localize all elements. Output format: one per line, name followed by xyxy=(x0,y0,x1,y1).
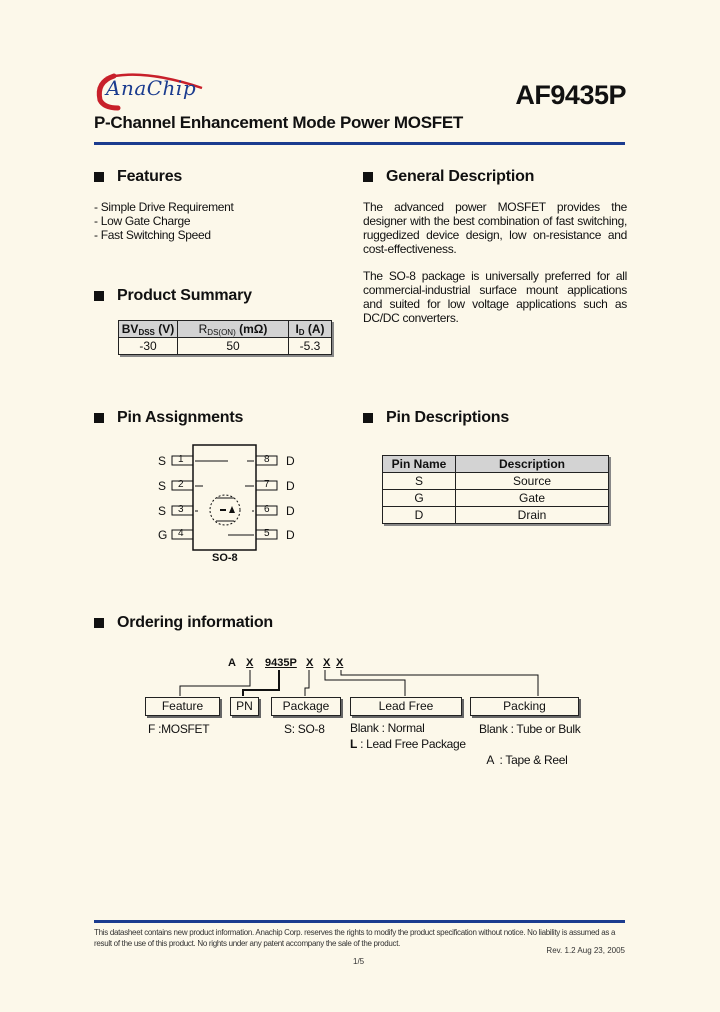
table-row xyxy=(383,473,609,490)
table-cell: S xyxy=(383,473,456,490)
general-description-title: General Description xyxy=(386,168,535,185)
product-summary-heading xyxy=(94,287,252,305)
order-code-lead-free: X xyxy=(323,657,331,669)
pin-assignments-heading xyxy=(94,409,243,427)
order-code-packing: X xyxy=(336,657,344,669)
features-title: Features xyxy=(117,168,183,185)
feature-item: - Low Gate Charge xyxy=(94,214,191,228)
feature-item: - Simple Drive Requirement xyxy=(94,200,234,214)
table-cell: 50 xyxy=(178,338,289,355)
column-header-rdson: $R_{DS(ON)}$ (mΩ) xyxy=(178,321,289,338)
product-summary-table xyxy=(118,320,332,355)
column-header-id: $I_D$ (A) xyxy=(289,321,332,338)
bullet-square-icon xyxy=(363,172,373,182)
description-paragraph: The SO-8 package is universally preferred for all commercial-industrial surface mount applications and suited for low voltage applications such as DC/DC converters. xyxy=(363,269,627,325)
bullet-square-icon xyxy=(94,172,104,182)
ordering-box-package: Package xyxy=(271,697,341,716)
column-header-bvdss: $BV_{DSS}$ (V) xyxy=(119,321,178,338)
order-code-feature: X xyxy=(246,657,254,669)
ordering-box-packing: Packing xyxy=(470,697,579,716)
page-subtitle: P-Channel Enhancement Mode Power MOSFET xyxy=(94,113,463,132)
bullet-square-icon xyxy=(363,413,373,423)
table-row xyxy=(119,338,332,355)
logo-text: AnaChip xyxy=(106,76,197,100)
pin-number: 1 xyxy=(178,454,184,465)
pin-label-left: G xyxy=(158,528,168,542)
bullet-square-icon xyxy=(94,291,104,301)
pin-descriptions-table xyxy=(382,455,609,524)
ordering-connector-lines xyxy=(135,668,585,698)
footer-disclaimer: This datasheet contains new product information. Anachip Corp. reserves the rights to modify the product specification without notice. No liability is assumed as a result of the use of this product. No rights under any patent accompany the sale of the product. xyxy=(94,928,616,948)
pin-number: 7 xyxy=(264,479,270,490)
pin-assignments-title: Pin Assignments xyxy=(117,409,244,426)
order-code-prefix: A xyxy=(228,657,236,669)
so8-pinout-diagram xyxy=(150,440,310,570)
pin-number: 2 xyxy=(178,479,184,490)
packing-note: Blank : Tube or Bulk xyxy=(479,722,581,736)
pin-number: 5 xyxy=(264,528,270,539)
table-header-row xyxy=(383,456,609,473)
description-paragraph: The advanced power MOSFET provides the designer with the best combination of fast switching, ruggedized device design, low on-resistance and cost-effectiveness. xyxy=(363,200,627,256)
table-cell: -30 xyxy=(119,338,178,355)
header-divider xyxy=(94,142,625,145)
pin-number: 6 xyxy=(264,504,270,515)
pin-label-right: D xyxy=(286,454,295,468)
lead-free-note: L : Lead Free Package xyxy=(350,737,466,751)
pin-label-right: D xyxy=(286,479,295,493)
table-cell: D xyxy=(383,507,456,524)
order-code-pn: 9435P xyxy=(265,657,297,669)
features-list xyxy=(94,200,234,242)
pin-label-right: D xyxy=(286,504,295,518)
feature-item: - Fast Switching Speed xyxy=(94,228,211,242)
table-cell: G xyxy=(383,490,456,507)
pin-number: 4 xyxy=(178,528,184,539)
table-row xyxy=(383,490,609,507)
table-cell: Drain xyxy=(456,507,609,524)
package-note: S: SO-8 xyxy=(284,722,325,736)
ordering-box-lead-free: Lead Free xyxy=(350,697,462,716)
revision-info: Rev. 1.2 Aug 23, 2005 xyxy=(546,946,625,955)
footer-divider xyxy=(94,920,625,923)
pin-label-right: D xyxy=(286,528,295,542)
table-cell: Source xyxy=(456,473,609,490)
pin-descriptions-heading xyxy=(363,409,509,427)
bullet-square-icon xyxy=(94,618,104,628)
table-header-row xyxy=(119,321,332,338)
column-header: Pin Name xyxy=(383,456,456,473)
page-number: 1/5 xyxy=(353,957,365,966)
table-cell: -5.3 xyxy=(289,338,332,355)
pin-label-left: S xyxy=(158,504,166,518)
column-header: Description xyxy=(456,456,609,473)
bullet-square-icon xyxy=(94,413,104,423)
general-description-heading xyxy=(363,168,534,186)
ordering-title: Ordering information xyxy=(117,614,274,631)
order-code-package: X xyxy=(306,657,314,669)
lead-free-note: Blank : Normal xyxy=(350,721,425,735)
table-cell: Gate xyxy=(456,490,609,507)
pin-descriptions-title: Pin Descriptions xyxy=(386,409,510,426)
pin-label-left: S xyxy=(158,479,166,493)
pin-label-left: S xyxy=(158,454,166,468)
features-heading xyxy=(94,168,182,186)
anachip-logo xyxy=(92,68,212,112)
packing-note: A : Tape & Reel xyxy=(486,753,568,767)
ordering-box-pn: PN xyxy=(230,697,259,716)
part-number: AF9435P xyxy=(515,80,626,110)
general-description-body xyxy=(363,200,627,338)
package-label: SO-8 xyxy=(212,552,238,564)
table-row xyxy=(383,507,609,524)
ordering-heading xyxy=(94,614,273,632)
pin-number: 3 xyxy=(178,504,184,515)
pin-number: 8 xyxy=(264,454,270,465)
feature-note: F :MOSFET xyxy=(148,722,210,736)
product-summary-title: Product Summary xyxy=(117,287,252,304)
ordering-box-feature: Feature xyxy=(145,697,220,716)
